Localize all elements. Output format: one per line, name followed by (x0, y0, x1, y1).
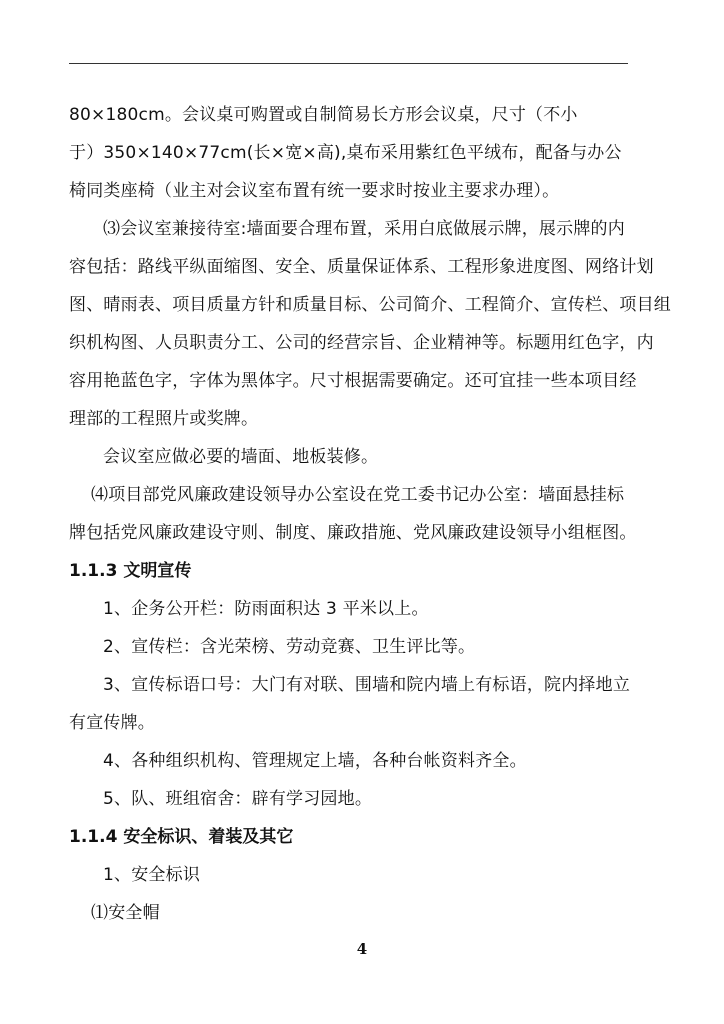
text-line: 5、队、班组宿舍：辟有学习园地。 (103, 789, 373, 809)
paragraph-meeting-room (69, 438, 629, 476)
section-heading-1-1-3: 1.1.3 文明宣传 (69, 561, 192, 581)
text-line: 2、宣传栏：含光荣榜、劳动竞赛、卫生评比等。 (103, 637, 476, 657)
text-line: 理部的工程照片或奖牌。 (69, 409, 259, 429)
text-line: 1、安全标识 (103, 865, 201, 885)
list-item (69, 666, 629, 742)
list-item (69, 742, 629, 780)
text-line: 于）350×140×77cm(长×宽×高),桌布采用紫红色平绒布，配备与办公 (69, 143, 622, 163)
page-number: 4 (356, 940, 368, 958)
paragraph-4 (69, 476, 637, 552)
list-item (69, 894, 629, 932)
text-line: 80×180cm。会议桌可购置或自制简易长方形会议桌，尺寸（不小 (69, 105, 578, 125)
text-line: 容包括：路线平纵面缩图、安全、质量保证体系、工程形象进度图、网络计划 (69, 257, 654, 277)
text-line: 4、各种组织机构、管理规定上墙，各种台帐资料齐全。 (103, 751, 527, 771)
text-line: 牌包括党风廉政建设守则、制度、廉政措施、党风廉政建设领导小组框图。 (69, 523, 637, 543)
document-body (69, 96, 671, 932)
section-heading-1-1-4: 1.1.4 安全标识、着装及其它 (69, 827, 294, 847)
list-item (69, 856, 629, 894)
text-line: ⑴安全帽 (91, 903, 160, 923)
paragraph-3 (69, 210, 671, 438)
text-line: 3、宣传标语口号：大门有对联、围墙和院内墙上有标语，院内择地立 (103, 675, 631, 695)
text-line: ⑶会议室兼接待室:墙面要合理布置，采用白底做展示牌，展示牌的内 (103, 219, 625, 239)
list-item (69, 780, 629, 818)
text-line: 图、晴雨表、项目质量方针和质量目标、公司简介、工程简介、宣传栏、项目组 (69, 295, 671, 315)
text-line: 椅同类座椅（业主对会议室布置有统一要求时按业主要求办理）。 (69, 181, 560, 201)
text-line: 1、企务公开栏：防雨面积达 3 平米以上。 (103, 599, 429, 619)
paragraph-1 (69, 96, 629, 210)
header-rule (69, 63, 628, 64)
text-line: 有宣传牌。 (69, 713, 155, 733)
text-line: 织机构图、人员职责分工、公司的经营宗旨、企业精神等。标题用红色字，内 (69, 333, 654, 353)
text-line: 会议室应做必要的墙面、地板装修。 (103, 447, 379, 467)
list-item (69, 628, 629, 666)
list-item (69, 590, 629, 628)
text-line: 容用艳蓝色字，字体为黑体字。尺寸根据需要确定。还可宜挂一些本项目经 (69, 371, 637, 391)
text-line: ⑷项目部党风廉政建设领导办公室设在党工委书记办公室：墙面悬挂标 (91, 485, 625, 505)
